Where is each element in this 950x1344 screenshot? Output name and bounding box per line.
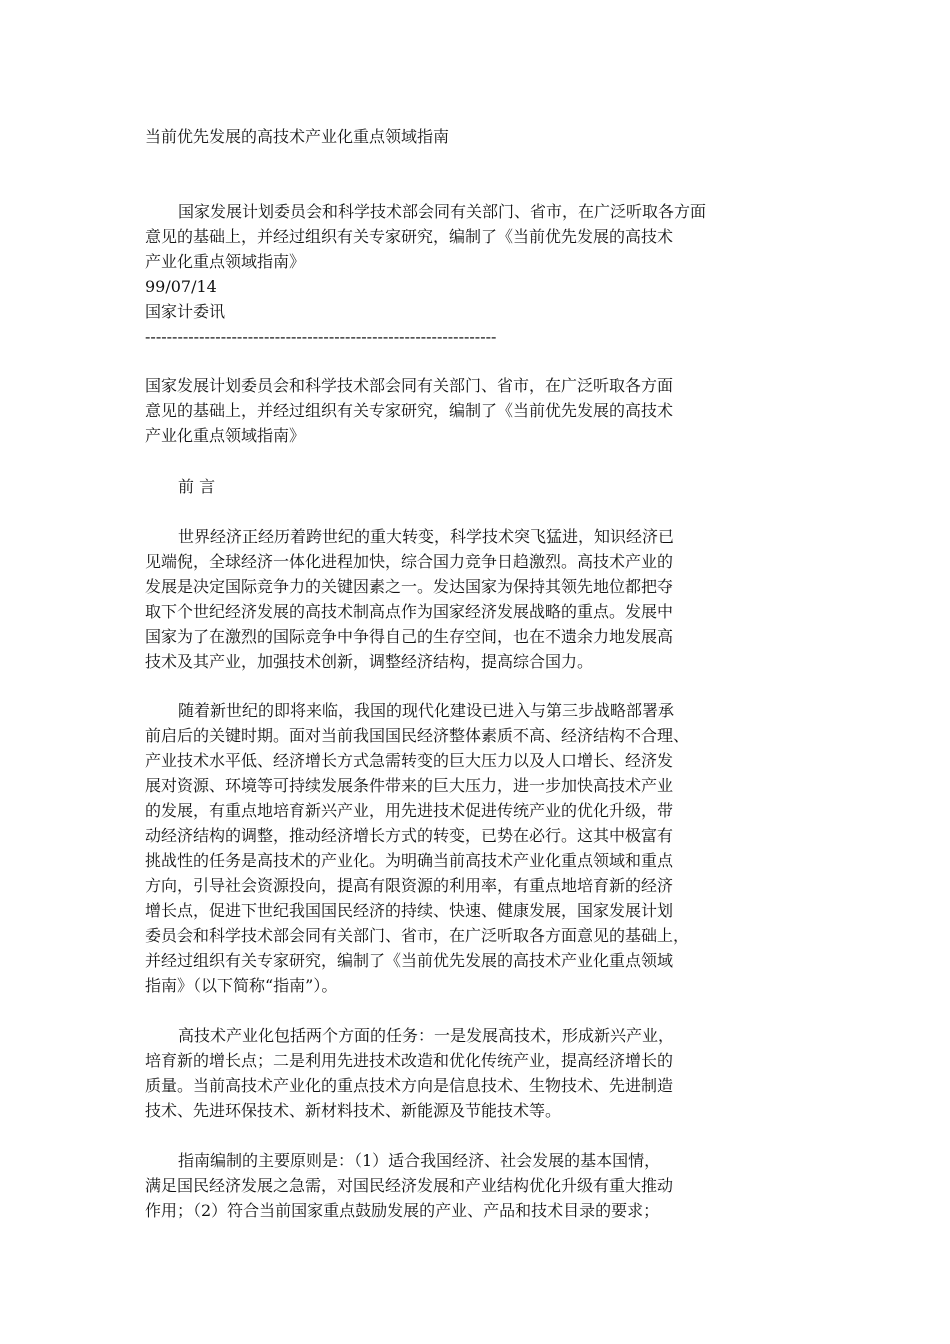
paragraph-4 (145, 1148, 720, 1223)
preface-heading: 前 言 (178, 477, 216, 496)
intro-date: 99/07/14 (145, 277, 217, 296)
paragraph-line: 指南》（以下简称“指南”）。 (145, 976, 338, 995)
summary-line: 产业化重点领域指南》 (145, 426, 306, 445)
paragraph-line: 高技术产业化包括两个方面的任务：一是发展高技术，形成新兴产业， (178, 1026, 675, 1045)
paragraph-line: 技术及其产业，加强技术创新，调整经济结构，提高综合国力。 (145, 652, 594, 671)
summary-block (145, 373, 720, 448)
paragraph-line: 指南编制的主要原则是：（1）适合我国经济、社会发展的基本国情， (178, 1151, 661, 1170)
paragraph-line: 培育新的增长点；二是利用先进技术改造和优化传统产业，提高经济增长的 (145, 1051, 674, 1070)
paragraph-line: 展对资源、环境等可持续发展条件带来的巨大压力，进一步加快高技术产业 (145, 776, 674, 795)
document-title: 当前优先发展的高技术产业化重点领域指南 (145, 127, 450, 146)
paragraph-line: 前启后的关键时期。面对当前我国国民经济整体素质不高、经济结构不合理、 (145, 726, 690, 745)
paragraph-line: 挑战性的任务是高技术的产业化。为明确当前高技术产业化重点领域和重点 (145, 851, 674, 870)
paragraph-line: 方向，引导社会资源投向，提高有限资源的利用率，有重点地培育新的经济 (145, 876, 674, 895)
paragraph-line: 技术、先进环保技术、新材料技术、新能源及节能技术等。 (145, 1101, 562, 1120)
paragraph-line: 并经过组织有关专家研究，编制了《当前优先发展的高技术产业化重点领域 (145, 951, 674, 970)
paragraph-line: 发展是决定国际竞争力的关键因素之一。发达国家为保持其领先地位都把夺 (145, 577, 674, 596)
intro-source: 国家计委讯 (145, 302, 226, 321)
paragraph-line: 产业技术水平低、经济增长方式急需转变的巨大压力以及人口增长、经济发 (145, 751, 674, 770)
paragraph-line: 增长点，促进下世纪我国国民经济的持续、快速、健康发展，国家发展计划 (145, 901, 674, 920)
paragraph-line: 委员会和科学技术部会同有关部门、省市，在广泛听取各方面意见的基础上， (145, 926, 690, 945)
summary-line: 意见的基础上，并经过组织有关专家研究，编制了《当前优先发展的高技术 (145, 401, 674, 420)
paragraph-line: 满足国民经济发展之急需，对国民经济发展和产业结构优化升级有重大推动 (145, 1176, 674, 1195)
intro-block (145, 199, 720, 349)
paragraph-3 (145, 1023, 720, 1123)
intro-line: 国家发展计划委员会和科学技术部会同有关部门、省市，在广泛听取各方面 (178, 202, 707, 221)
preface-heading-block (145, 474, 720, 499)
paragraph-1 (145, 524, 720, 674)
paragraph-line: 见端倪，全球经济一体化进程加快，综合国力竞争日趋激烈。高技术产业的 (145, 552, 674, 571)
summary-line: 国家发展计划委员会和科学技术部会同有关部门、省市，在广泛听取各方面 (145, 376, 674, 395)
separator-line: ----------------------------------------------------------------- (145, 327, 497, 346)
paragraph-line: 质量。当前高技术产业化的重点技术方向是信息技术、生物技术、先进制造 (145, 1076, 674, 1095)
intro-line: 产业化重点领域指南》 (145, 252, 306, 271)
paragraph-line: 作用；（2）符合当前国家重点鼓励发展的产业、产品和技术目录的要求； (145, 1201, 660, 1220)
paragraph-line: 国家为了在激烈的国际竞争中争得自己的生存空间，也在不遗余力地发展高 (145, 627, 674, 646)
paragraph-line: 世界经济正经历着跨世纪的重大转变，科学技术突飞猛进，知识经济已 (178, 527, 675, 546)
paragraph-line: 随着新世纪的即将来临，我国的现代化建设已进入与第三步战略部署承 (178, 701, 675, 720)
paragraph-line: 动经济结构的调整，推动经济增长方式的转变，已势在必行。这其中极富有 (145, 826, 674, 845)
paragraph-line: 的发展，有重点地培育新兴产业，用先进技术促进传统产业的优化升级，带 (145, 801, 674, 820)
intro-line: 意见的基础上，并经过组织有关专家研究，编制了《当前优先发展的高技术 (145, 227, 674, 246)
paragraph-2 (145, 698, 720, 998)
paragraph-line: 取下个世纪经济发展的高技术制高点作为国家经济发展战略的重点。发展中 (145, 602, 674, 621)
